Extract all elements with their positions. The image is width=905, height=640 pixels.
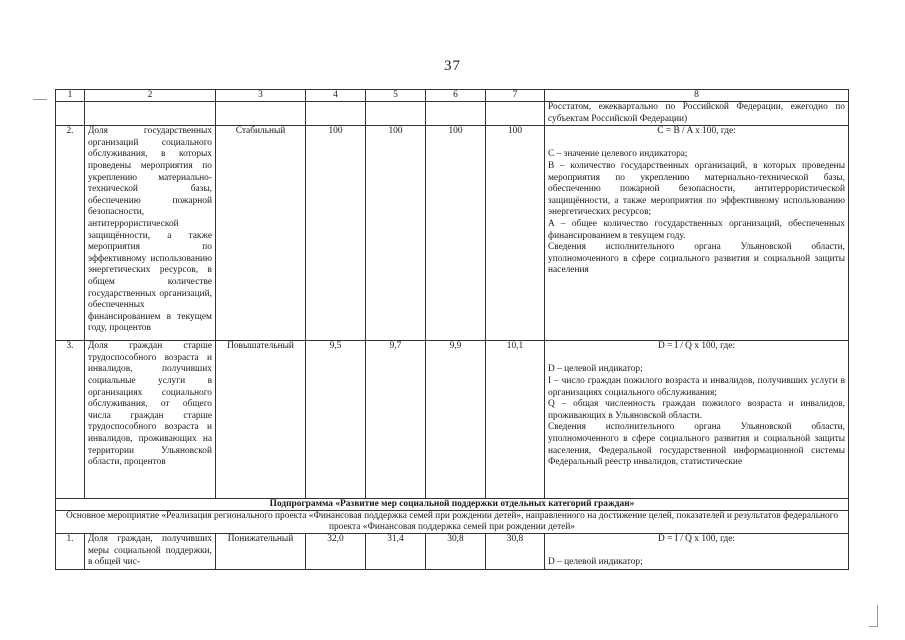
value-cell: 32,0 <box>306 534 366 570</box>
table-row <box>56 534 849 570</box>
formula-desc: A – общее количество государственных организаций, обеспеченных финансированием в текущем году. <box>548 218 845 241</box>
indicator-type: Стабильный <box>216 126 306 341</box>
header-row <box>56 90 849 102</box>
formula: D = I / Q x 100, где: <box>658 341 735 352</box>
value-cell: 10,1 <box>486 341 545 499</box>
column-header: 1 <box>56 90 85 102</box>
indicator-name: Доля граждан, получивших меры социальной поддержки, в общей чис- <box>85 534 216 570</box>
value-cell: 9,7 <box>366 341 426 499</box>
main-event-row <box>56 511 849 534</box>
value-cell: 100 <box>486 126 545 341</box>
value-cell: 9,5 <box>306 341 366 499</box>
indicator-type: Понижательный <box>216 534 306 570</box>
formula-desc: Q – общая численность граждан пожилого возраста и инвалидов, проживающих в Ульяновской области. <box>548 399 845 421</box>
scan-mark <box>33 99 47 100</box>
method-cell <box>545 534 849 570</box>
method-cell <box>545 126 849 341</box>
value-cell: 100 <box>426 126 486 341</box>
row-number: 1. <box>56 534 85 570</box>
column-header: 8 <box>545 90 849 102</box>
table-row <box>56 341 849 499</box>
indicator-type: Повышательный <box>216 341 306 499</box>
table-row <box>56 126 849 341</box>
row-number: 3. <box>56 341 85 499</box>
method-cell <box>545 341 849 499</box>
formula-desc: Сведения исполнительного органа Ульяновской области, уполномоченного в сфере социального развития и социальной защиты населения <box>548 242 845 276</box>
formula-desc: D – целевой индикатор; <box>548 364 643 375</box>
value-cell: 30,8 <box>486 534 545 570</box>
formula-desc: C – значение целевого индикатора; <box>548 149 688 160</box>
continuation-text: Росстатом, ежеквартально по Российской Федерации, ежегодно по субъектам Российской Федерации) <box>545 102 849 126</box>
column-header: 4 <box>306 90 366 102</box>
subprogram-title: Подпрограмма «Развитие мер социальной поддержки отдельных категорий граждан» <box>56 499 849 511</box>
value-cell: 31,4 <box>366 534 426 570</box>
page-number: 37 <box>444 58 461 74</box>
scan-mark <box>877 605 878 627</box>
value-cell: 100 <box>306 126 366 341</box>
row-number: 2. <box>56 126 85 341</box>
formula: C = B / A x 100, где: <box>657 126 736 137</box>
value-cell: 100 <box>366 126 426 341</box>
value-cell: 30,8 <box>426 534 486 570</box>
indicators-table <box>55 89 849 570</box>
indicator-name: Доля государственных организаций социального обслуживания, в которых проведены мероприятия по укреплению материально-технической базы, обеспечению пожарной безопасности, антитеррористической защищённости, а также мероприятия по эффективному использованию энергетических ресурсов, в общем количестве государственных организаций, обеспеченных финансированием в текущем году, процентов <box>85 126 216 341</box>
column-header: 5 <box>366 90 426 102</box>
column-header: 3 <box>216 90 306 102</box>
formula-desc: Сведения исполнительного органа Ульяновской области, уполномоченного в сфере социального развития и социальной защиты населения, Федеральной государственной информационной системы Федеральный реестр инвалидов, статистические <box>548 422 845 468</box>
scan-mark <box>869 626 878 627</box>
subprogram-row <box>56 499 849 511</box>
formula-desc: D – целевой индикатор; <box>548 557 643 568</box>
value-cell: 9,9 <box>426 341 486 499</box>
formula-desc: I – число граждан пожилого возраста и инвалидов, получивших услуги в организациях социального обслуживания; <box>548 375 845 398</box>
indicator-name: Доля граждан старше трудоспособного возраста и инвалидов, получивших социальные услуги в организациях социального обслуживания, от общего числа граждан старше трудоспособного возраста и инвалидов, проживающих на территории Ульяновской области, процентов <box>85 341 216 499</box>
column-header: 6 <box>426 90 486 102</box>
formula-desc: B – количество государственных организаций, в которых проведены мероприятия по укреплению материально-технической базы, обеспечению пожарной безопасности, антитеррористической защищённости, а также мероприятия по эффективному использованию энергетических ресурсов; <box>548 160 845 218</box>
main-event-text: Основное мероприятие «Реализация регионального проекта «Финансовая поддержка семей при рождении детей», направленного на достижение целей, показателей и результатов федерального проекта «Финансовая поддержка семей при рождении детей» <box>56 511 849 534</box>
column-header: 2 <box>85 90 216 102</box>
formula: D = I / Q x 100, где: <box>658 534 735 545</box>
column-header: 7 <box>486 90 545 102</box>
continuation-row <box>56 102 849 126</box>
